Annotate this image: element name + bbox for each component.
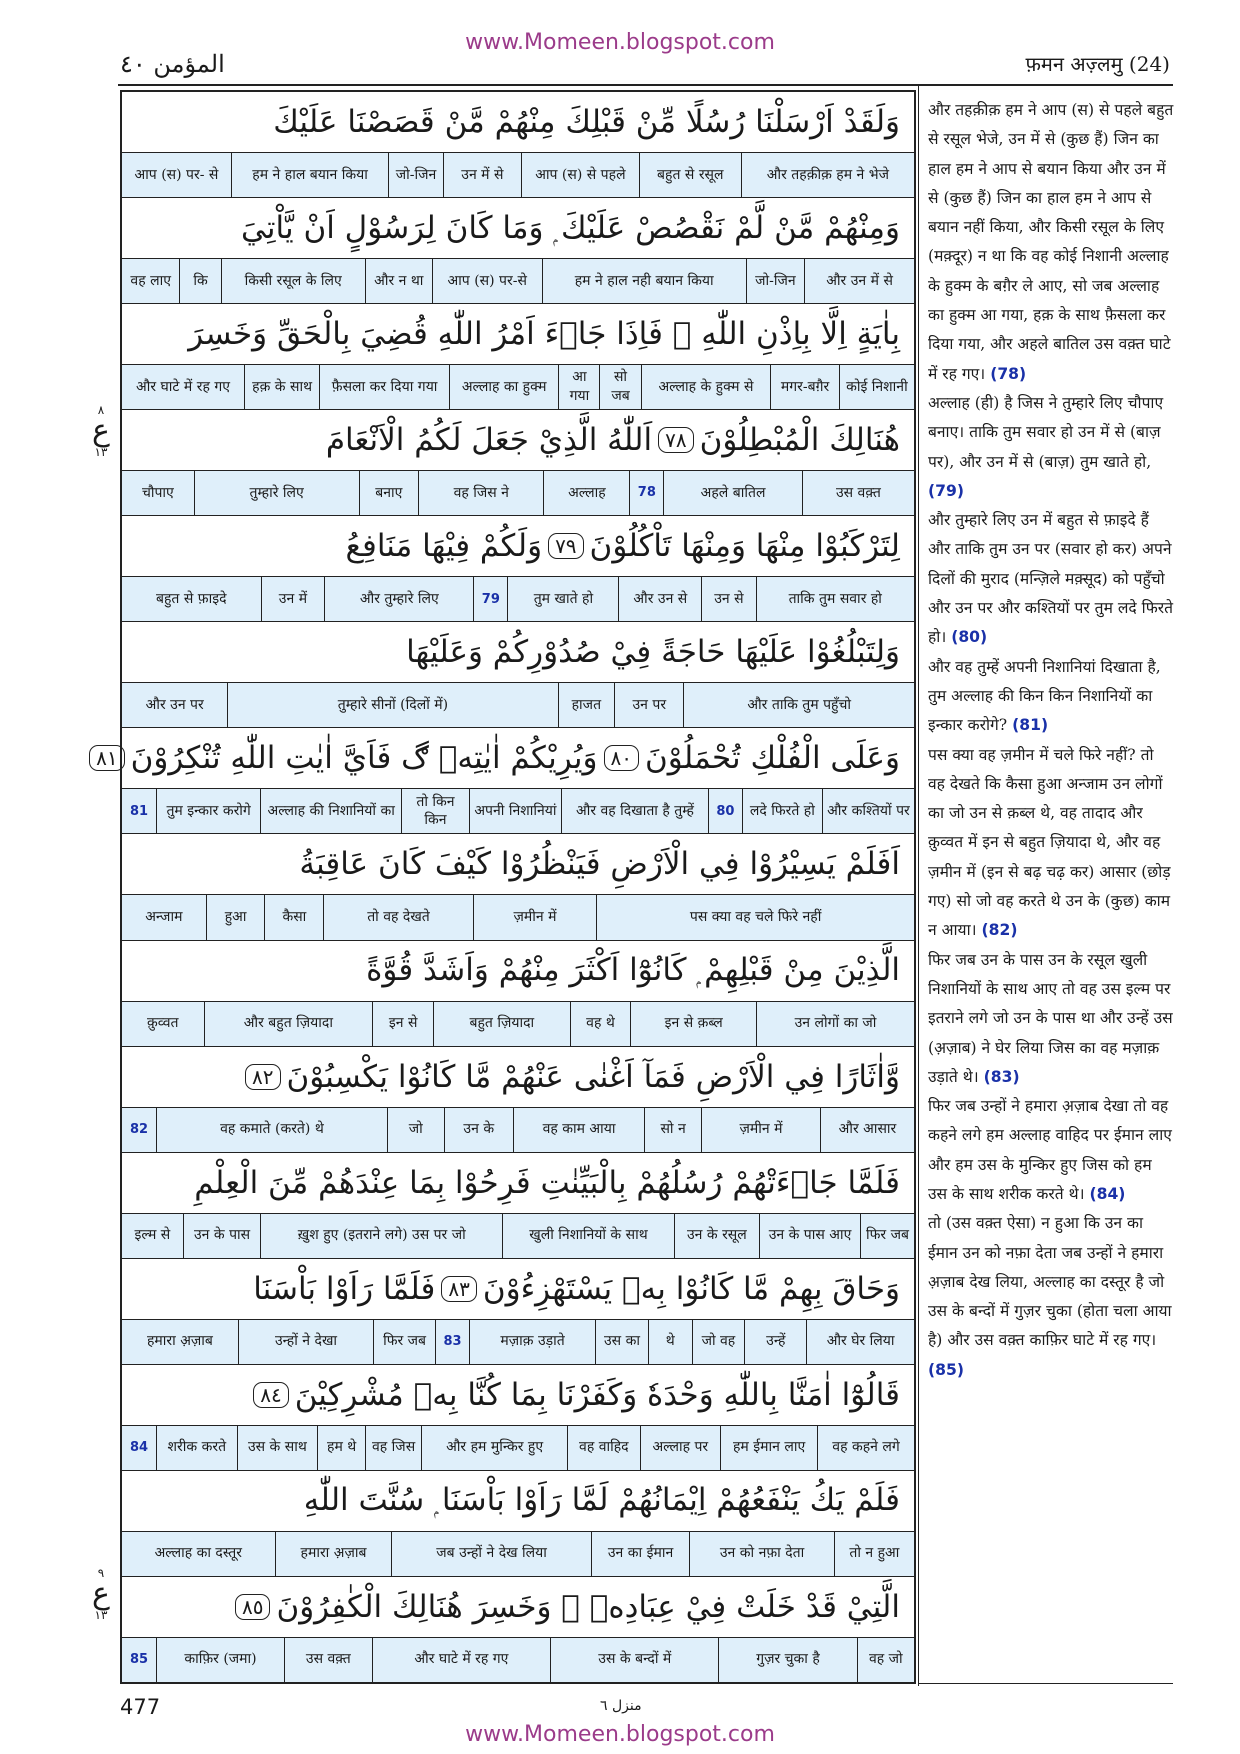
- verse-number-cell: 82: [129, 1121, 149, 1137]
- word-meaning-cell: उन लोगों का जो: [756, 1002, 914, 1046]
- word-meaning-cell: तो न हुआ: [834, 1532, 914, 1576]
- translation-text: तो (उस वक़्त ऐसा) न हुआ कि उन का ईमान उन को नफ़ा देता जब उन्हों ने हमारा अ़ज़ाब देख लिया, अल्लाह का दस्तूर है जो उस के बन्दों में गुज़र चुका (होता चला आया है) और उस वक़्त काफ़िर घाटे में रह गए।: [928, 1214, 1172, 1350]
- word-meaning-cell: ताकि तुम सवार हो: [756, 577, 914, 621]
- ayah-number: ٨٤: [253, 1382, 288, 1408]
- verse-number-cell: 78: [629, 471, 663, 515]
- verse-block: [122, 834, 914, 940]
- translation-text: पस क्या वह ज़मीन में चले फिरे नहीं? तो वह देखते कि कैसा हुआ अन्जाम उन लोगों का जो उन से क़ब्ल थे, वह तादाद और क़ुव्वत में इन से बहुत ज़ियादा थे, और वह ज़मीन में (इन से बढ़ चढ़ कर) आसार (छोड़ गए) सो जो वह करते थे उन के (कुछ) काम न आया।: [928, 745, 1171, 940]
- word-meaning-cell: तुम इन्कार करोगे: [156, 789, 260, 833]
- word-meaning-cell: वह कहने लगे: [817, 1426, 914, 1470]
- word-meaning-cell: कैसा: [264, 895, 323, 939]
- word-meaning-cell: हुआ: [206, 895, 265, 939]
- translation-text: अल्लाह (ही) है जिस ने तुम्हारे लिए चौपाए बनाए। ताकि तुम सवार हो उन में से (बाज़ पर), और उन में से (बाज़) तुम खाते हो,: [928, 393, 1164, 471]
- ayah-number: ٨٣: [441, 1276, 476, 1302]
- ayah-number: ٨٠: [604, 745, 639, 771]
- arabic-line: [122, 1259, 914, 1319]
- word-meaning-cell: वह थे: [570, 1002, 631, 1046]
- arabic-text: اَفَلَمْ يَسِيْرُوْا فِي الْاَرْضِ فَيَنْظُرُوْا كَيْفَ كَانَ عَاقِبَةُ: [299, 846, 900, 883]
- arabic-line: [122, 1153, 914, 1213]
- verse-block: [96, 728, 914, 834]
- word-meaning-cell: ख़ुश हुए (इतराने लगे) उस पर जो: [260, 1214, 502, 1258]
- word-meaning-row: [122, 1213, 914, 1258]
- word-meaning-cell: चौपाए: [141, 484, 174, 501]
- word-meaning-cell: उन को नफ़ा देता: [689, 1532, 833, 1576]
- word-meaning-cell: उस के बन्दों में: [550, 1638, 718, 1682]
- translation-text: और तुम्हारे लिए उन में बहुत से फ़ाइदे हैं और ताकि तुम उन पर (सवार हो कर) अपने दिलों की मुराद (मन्ज़िले मक़्सूद) को पहुँचो और उन पर और कश्तियों पर तुम लदे फिरते हो।: [928, 511, 1173, 647]
- verse-number: (78): [990, 364, 1027, 383]
- word-meaning-cell: मज़ाक़ उड़ाते: [469, 1320, 595, 1364]
- word-meaning-cell: हम थे: [317, 1426, 365, 1470]
- arabic-text: وَحَاقَ بِهِمْ مَّا كَانُوْا بِهٖ يَسْتَهْزِءُوْنَ: [482, 1270, 900, 1307]
- arabic-line: [96, 728, 914, 788]
- arabic-text: وَلَقَدْ اَرْسَلْنَا رُسُلًا مِّنْ قَبْلِكَ مِنْهُمْ مَّنْ قَصَصْنَا عَلَيْكَ: [273, 104, 900, 140]
- word-meaning-cell: और ताकि तुम पहुँचो: [683, 683, 914, 727]
- word-meaning-cell: वह जिस ने: [418, 471, 543, 515]
- word-meaning-cell: उन के रसूल: [674, 1214, 759, 1258]
- bottom-url: www.Momeen.blogspot.com: [465, 1722, 775, 1747]
- arabic-text: فَلَمْ يَكُ يَنْفَعُهُمْ اِيْمَانُهُمْ لَمَّا رَاَوْا بَاْسَنَا ۭ سُنَّتَ اللّٰهِ: [303, 1482, 900, 1519]
- verse-block: [122, 1471, 914, 1577]
- verse-block: [122, 92, 914, 198]
- word-meaning-cell: जो: [387, 1108, 444, 1152]
- verse-number: (81): [1012, 716, 1049, 735]
- word-meaning-cell: अन्जाम: [145, 909, 183, 926]
- translation-text: फिर जब उन्हों ने हमारा अ़ज़ाब देखा तो वह कहने लगे हम अल्लाह वाहिद पर ईमान लाए और हम उस के मुन्किर हुए जिस को हम उस के साथ शरीक करते थे।: [928, 1097, 1172, 1203]
- word-meaning-cell: और बहुत ज़ियादा: [204, 1002, 373, 1046]
- verse-block: [122, 1365, 914, 1471]
- arabic-text: لِتَرْكَبُوْا مِنْهَا وَمِنْهَا تَاْكُلُوْنَ: [589, 528, 900, 565]
- verse-number-cell: 81: [129, 803, 149, 819]
- word-meaning-cell: अल्लाह का हुक्म: [449, 365, 558, 409]
- word-meaning-cell: उन से: [701, 577, 755, 621]
- word-meaning-cell: क़ुव्वत: [147, 1015, 179, 1032]
- word-meaning-cell: और हम मुन्किर हुए: [421, 1426, 567, 1470]
- word-meaning-cell: शरीक करते: [156, 1426, 237, 1470]
- translation-text: और वह तुम्हें अपनी निशानियां दिखाता है, तुम अल्लाह की किन किन निशानियों का इन्कार करोगे?: [928, 657, 1161, 735]
- word-meaning-row: [122, 470, 914, 515]
- word-meaning-cell: अपनी निशानियां: [469, 789, 561, 833]
- ayah-number: ٧٨: [658, 427, 693, 453]
- translation-paragraph: [928, 746, 1171, 940]
- word-meaning-cell: उन्हें: [744, 1320, 806, 1364]
- arabic-text: الَّتِيْ قَدْ خَلَتْ فِيْ عِبَادِهٖ ۚ وَخَسِرَ هُنَالِكَ الْكٰفِرُوْنَ: [276, 1588, 900, 1625]
- word-meaning-cell: तुम्हारे लिए: [194, 471, 359, 515]
- arabic-text: وَّاٰثَارًا فِي الْاَرْضِ فَمَآ اَغْنٰى عَنْهُمْ مَّا كَانُوْا يَكْسِبُوْنَ: [286, 1058, 900, 1095]
- verse-number: (82): [981, 921, 1018, 940]
- word-meaning-cell: और उन से: [618, 577, 701, 621]
- arabic-line: [122, 1577, 914, 1637]
- word-meaning-cell: तो किन किन: [401, 789, 469, 833]
- para-name: फ़मन अज़्लमु (24): [1025, 52, 1170, 76]
- word-meaning-cell: सो जब: [599, 365, 640, 409]
- word-meaning-cell: काफ़िर (जमा): [156, 1638, 284, 1682]
- word-meaning-cell: तो वह देखते: [323, 895, 472, 939]
- arabic-text: بِاٰيَةٍ اِلَّا بِاِذْنِ اللّٰهِ ۚ فَاِذَا جَاۗءَ اَمْرُ اللّٰهِ قُضِيَ بِالْحَقِّ وَخَسِرَ: [188, 316, 900, 353]
- arabic-text: فَلَمَّا رَاَوْا بَاْسَنَا: [253, 1270, 436, 1307]
- word-meaning-cell: ज़मीन में: [473, 895, 597, 939]
- ruku-marker: ٨ ع ١٣: [92, 403, 110, 459]
- translation-paragraph: [928, 951, 1173, 1086]
- word-meaning-row: [122, 1319, 914, 1364]
- word-meaning-cell: अल्लाह के हुक्म से: [641, 365, 771, 409]
- word-meaning-cell: उस का: [595, 1320, 648, 1364]
- verse-number: (79): [928, 481, 964, 500]
- word-meaning-cell: तुम खाते हो: [507, 577, 618, 621]
- word-meaning-cell: हमारा अ़ज़ाब: [146, 1333, 213, 1350]
- word-meaning-cell: बहुत ज़ियादा: [433, 1002, 569, 1046]
- word-meaning-cell: गुज़र चुका है: [718, 1638, 856, 1682]
- word-meaning-cell: कि: [179, 259, 220, 303]
- word-meaning-cell: हाजत: [558, 683, 615, 727]
- word-meaning-cell: आप (स) से पहले: [521, 153, 639, 197]
- word-meaning-cell: आप (स) पर- से: [134, 166, 219, 183]
- word-meaning-cell: इल्म से: [134, 1227, 171, 1244]
- arabic-line: [122, 941, 914, 1001]
- word-meaning-cell: उस वक़्त: [802, 471, 914, 515]
- translation-paragraph: [928, 658, 1161, 735]
- verse-number: (80): [951, 628, 988, 647]
- arabic-line: [122, 410, 914, 470]
- word-meaning-cell: फ़ैसला कर दिया गया: [319, 365, 449, 409]
- verse-block: [122, 1153, 914, 1259]
- word-meaning-cell: बनाए: [359, 471, 419, 515]
- word-meaning-cell: और घेर लिया: [806, 1320, 914, 1364]
- word-meaning-cell: और उन पर: [145, 696, 204, 713]
- word-meaning-cell: अहले बातिल: [663, 471, 801, 515]
- verse-number-cell: 79: [473, 577, 507, 621]
- verse-block: [122, 410, 914, 516]
- top-url: www.Momeen.blogspot.com: [465, 30, 775, 55]
- arabic-text: وَمِنْهُمْ مَّنْ لَّمْ نَقْصُصْ عَلَيْكَ ۭ وَمَا كَانَ لِرَسُوْلٍ اَنْ يَّاْتِيَ: [241, 209, 900, 246]
- word-meaning-cell: वह जो: [857, 1638, 914, 1682]
- word-meaning-row: [122, 1637, 914, 1682]
- word-meaning-row: [122, 576, 914, 621]
- word-meaning-row: [122, 1425, 914, 1470]
- word-meaning-cell: हम ने हाल बयान किया: [231, 153, 388, 197]
- verse-block: [122, 1577, 914, 1682]
- word-meaning-cell: वह लाए: [130, 272, 171, 289]
- word-meaning-row: [122, 788, 914, 833]
- word-meaning-cell: और आसार: [820, 1108, 914, 1152]
- word-meaning-cell: उन के: [444, 1108, 513, 1152]
- word-meaning-cell: उन्हों ने देखा: [238, 1320, 373, 1364]
- translation-text: और तहक़ीक़ हम ने आप (स) से पहले बहुत से रसूल भेजे, उन में से (कुछ हैं) जिन का हाल हम ने आप से बयान किया और उन में से (कुछ हैं) जिन का हाल हम ने आप से बयान नहीं किया, और किसी रसूल के लिए (मक़्दूर) न था कि वह कोई निशानी अल्लाह के हुक्म के बग़ैर ले आए, सो जब अल्लाह का हुक्म आ गया, हक़ के साथ फ़ैसला कर दिया गया, और अहले बातिल उस वक़्त घाटे में रह गए।: [928, 101, 1174, 383]
- word-meaning-cell: जो-जिन: [746, 259, 804, 303]
- word-meaning-cell: उस वक़्त: [284, 1638, 372, 1682]
- word-meaning-cell: और उन में से: [804, 259, 914, 303]
- word-meaning-cell: अल्लाह: [543, 471, 629, 515]
- word-meaning-cell: सो न: [644, 1108, 701, 1152]
- word-meaning-cell: उन के पास: [183, 1214, 260, 1258]
- word-meaning-row: [122, 1531, 914, 1576]
- page-number: 477: [120, 1695, 161, 1719]
- word-meaning-cell: उन का ईमान: [591, 1532, 690, 1576]
- word-meaning-cell: थे: [648, 1320, 692, 1364]
- verse-block: [122, 1047, 914, 1153]
- word-meaning-cell: अल्लाह की निशानियों का: [260, 789, 401, 833]
- verse-number-cell: 80: [708, 789, 742, 833]
- word-meaning-cell: फिर जब: [373, 1320, 435, 1364]
- word-meaning-cell: वह जिस: [365, 1426, 421, 1470]
- word-meaning-cell: हक़ के साथ: [244, 365, 319, 409]
- word-meaning-cell: और घाटे में रह गए: [372, 1638, 550, 1682]
- manzil-label: منزل ٦: [600, 1698, 642, 1714]
- word-meaning-cell: ज़मीन में: [701, 1108, 820, 1152]
- surah-name: المؤمن ٤٠: [120, 50, 225, 78]
- word-meaning-cell: हम ईमान लाए: [720, 1426, 817, 1470]
- translation-paragraph: [928, 101, 1173, 383]
- word-meaning-cell: और तुम्हारे लिए: [324, 577, 473, 621]
- arabic-line: [122, 622, 914, 682]
- word-meaning-row: [122, 364, 914, 409]
- word-meaning-cell: उस के साथ: [237, 1426, 318, 1470]
- word-meaning-row: [122, 258, 914, 303]
- word-meaning-cell: उन के पास आए: [759, 1214, 860, 1258]
- verse-block: [122, 198, 914, 304]
- word-meaning-cell: किसी रसूल के लिए: [221, 259, 365, 303]
- ayah-number: ٨١: [89, 745, 124, 771]
- arabic-line: [122, 1047, 914, 1107]
- verse-number-cell: 83: [435, 1320, 469, 1364]
- ayah-number: ٨٢: [245, 1064, 280, 1090]
- word-meaning-row: [122, 152, 914, 197]
- arabic-text: فَلَمَّا جَاۗءَتْهُمْ رُسُلُهُمْ بِالْبَيِّنٰتِ فَرِحُوْا بِمَا عِنْدَهُمْ مِّنَ الْعِلْمِ: [194, 1164, 900, 1201]
- arabic-text: هُنَالِكَ الْمُبْطِلُوْنَ: [699, 422, 900, 459]
- word-meaning-cell: और वह दिखाता है तुम्हें: [561, 789, 708, 833]
- arabic-text: وَلِتَبْلُغُوْا عَلَيْهَا حَاجَةً فِيْ صُدُوْرِكُمْ وَعَلَيْهَا: [406, 634, 900, 671]
- word-meaning-cell: जो-जिन: [388, 153, 442, 197]
- word-meaning-cell: आ गया: [558, 365, 599, 409]
- ayah-number: ٨٥: [235, 1594, 270, 1620]
- word-meaning-cell: और न था: [365, 259, 432, 303]
- translation-paragraph: [928, 1097, 1172, 1203]
- translation-paragraph: [928, 394, 1163, 500]
- word-meaning-cell: वह कमाते (करते) थे: [156, 1108, 387, 1152]
- word-meaning-cell: हमारा अ़ज़ाब: [275, 1532, 392, 1576]
- arabic-line: [122, 92, 914, 152]
- ruku-marker: ٩ ع ١٣: [92, 1566, 110, 1622]
- arabic-line: [122, 1471, 914, 1531]
- verse-block: [122, 941, 914, 1047]
- arabic-text: الَّذِيْنَ مِنْ قَبْلِهِمْ ۭ كَانُوْٓا اَكْثَرَ مِنْهُمْ وَاَشَدَّ قُوَّةً: [366, 952, 900, 988]
- verse-block: [122, 304, 914, 410]
- top-rule: [118, 84, 1173, 86]
- word-meaning-cell: अल्लाह पर: [640, 1426, 721, 1470]
- arabic-line: [122, 516, 914, 576]
- verse-number: (85): [928, 1360, 964, 1379]
- arabic-line: [122, 304, 914, 364]
- word-meaning-row: [122, 1107, 914, 1152]
- arabic-text: اَللّٰهُ الَّذِيْ جَعَلَ لَكُمُ الْاَنْعَامَ: [325, 422, 653, 459]
- verse-number: (84): [1089, 1184, 1126, 1203]
- word-meaning-cell: और तहक़ीक़ हम ने भेजे: [741, 153, 914, 197]
- word-meaning-cell: खुली निशानियों के साथ: [502, 1214, 673, 1258]
- word-meaning-cell: आप (स) पर-से: [432, 259, 542, 303]
- arabic-text: وَلَكُمْ فِيْهَا مَنَافِعُ: [345, 528, 543, 565]
- word-meaning-cell: उन में से: [443, 153, 521, 197]
- word-meaning-row: [122, 682, 914, 727]
- word-meaning-cell: इन से: [372, 1002, 433, 1046]
- word-meaning-cell: मगर-बग़ैर: [770, 365, 838, 409]
- word-meaning-cell: हम ने हाल नही बयान किया: [542, 259, 746, 303]
- verse-block: [122, 622, 914, 728]
- word-meaning-cell: अल्लाह का दस्तूर: [154, 1545, 242, 1562]
- arabic-line: [122, 198, 914, 258]
- arabic-line: [122, 834, 914, 894]
- word-meaning-cell: जो वह: [692, 1320, 745, 1364]
- arabic-text: قَالُوْٓا اٰمَنَّا بِاللّٰهِ وَحْدَهٗ وَكَفَرْنَا بِمَا كُنَّا بِهٖ مُشْرِكِيْنَ: [294, 1376, 900, 1413]
- word-meaning-cell: वह वाहिद: [567, 1426, 639, 1470]
- word-meaning-cell: और घाटे में रह गए: [136, 378, 230, 395]
- word-meaning-cell: फिर जब: [860, 1214, 914, 1258]
- word-meaning-cell: उन पर: [614, 683, 683, 727]
- word-meaning-cell: कोई निशानी: [839, 365, 914, 409]
- translation-bottom-rule: [918, 1683, 1173, 1684]
- word-meaning-cell: तुम्हारे सीनों (दिलों में): [227, 683, 557, 727]
- word-meaning-cell: इन से क़ब्ल: [630, 1002, 756, 1046]
- word-meaning-cell: जब उन्हों ने देख लिया: [391, 1532, 590, 1576]
- word-meaning-cell: बहुत से फ़ाइदे: [156, 590, 227, 607]
- verse-number-cell: 84: [129, 1440, 149, 1455]
- arabic-text: وَيُرِيْكُمْ اٰيٰتِهٖ ڰ فَاَيَّ اٰيٰتِ اللّٰهِ تُنْكِرُوْنَ: [130, 740, 598, 777]
- word-meaning-cell: लदे फिरते हो: [742, 789, 822, 833]
- verse-number-cell: 85: [129, 1652, 149, 1668]
- translation-paragraph: [928, 1214, 1172, 1378]
- word-meaning-cell: पस क्या वह चले फिरे नहीं: [596, 895, 914, 939]
- ayah-number: ٧٩: [548, 533, 583, 559]
- arabic-text: وَعَلَى الْفُلْكِ تُحْمَلُوْنَ: [644, 740, 900, 777]
- translation-text: फिर जब उन के पास उन के रसूल खुली निशानियों के साथ आए तो वह उस इल्म पर इतराने लगे जो उन के पास था और उन्हें उस (अ़ज़ाब) ने घेर लिया जिस का वह मज़ाक़ उड़ाते थे।: [928, 950, 1173, 1086]
- column-divider: [918, 86, 919, 1686]
- word-meaning-cell: उन में: [261, 577, 325, 621]
- verse-number: (83): [983, 1067, 1020, 1086]
- translation-paragraph: [928, 511, 1173, 646]
- word-meaning-cell: वह काम आया: [513, 1108, 644, 1152]
- word-meaning-row: [122, 894, 914, 939]
- word-meaning-row: [122, 1001, 914, 1046]
- verse-block: [122, 1259, 914, 1365]
- word-meaning-cell: बहुत से रसूल: [639, 153, 741, 197]
- word-meaning-cell: और कश्तियों पर: [822, 789, 914, 833]
- translation-column: [928, 96, 1174, 1385]
- arabic-line: [122, 1365, 914, 1425]
- verse-block: [122, 516, 914, 622]
